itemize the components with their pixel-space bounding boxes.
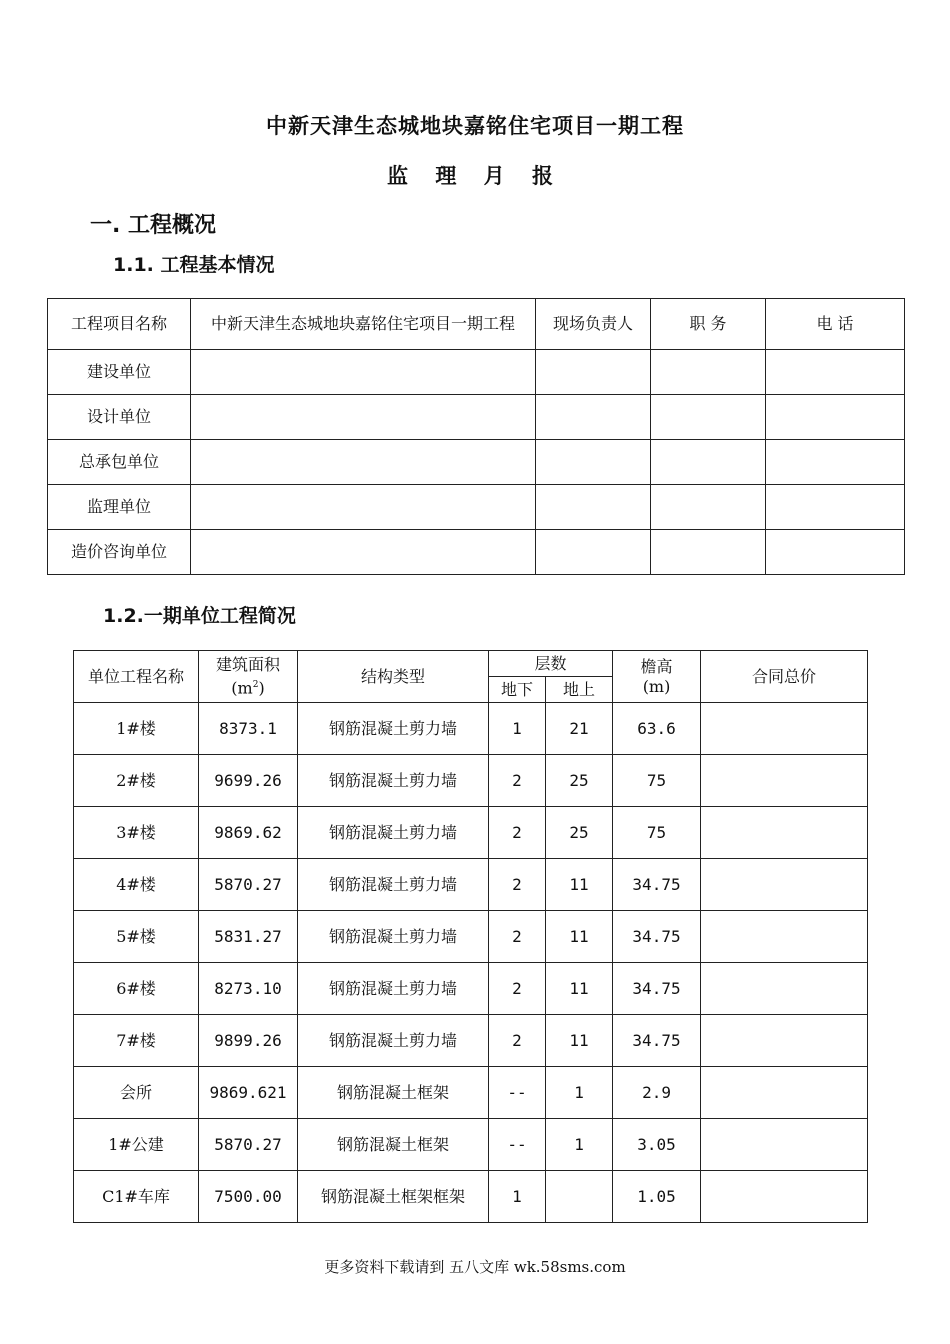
row-label: 设计单位 <box>48 395 191 440</box>
table-row <box>48 395 905 440</box>
cell-below: 2 <box>489 1015 546 1067</box>
cell-area: 5870.27 <box>199 859 298 911</box>
cell-area: 9699.26 <box>199 755 298 807</box>
cell-below: 2 <box>489 807 546 859</box>
cell-height: 2.9 <box>613 1067 701 1119</box>
cell-height: 3.05 <box>613 1119 701 1171</box>
cell-height: 34.75 <box>613 1015 701 1067</box>
table-header-row <box>48 299 905 350</box>
cell-above: 11 <box>546 911 613 963</box>
table-row <box>74 755 868 807</box>
header-unit-name: 单位工程名称 <box>74 651 199 703</box>
cell-area: 5870.27 <box>199 1119 298 1171</box>
cell-above: 1 <box>546 1119 613 1171</box>
cell-area: 9869.621 <box>199 1067 298 1119</box>
header-above-ground: 地上 <box>546 677 613 703</box>
cell-area: 9869.62 <box>199 807 298 859</box>
cell-struct: 钢筋混凝土剪力墙 <box>298 807 489 859</box>
cell-above: 25 <box>546 755 613 807</box>
cell-price <box>701 1015 868 1067</box>
cell-below: 2 <box>489 911 546 963</box>
table-row <box>74 911 868 963</box>
cell-struct: 钢筋混凝土框架 <box>298 1119 489 1171</box>
cell-struct: 钢筋混凝土剪力墙 <box>298 911 489 963</box>
section-heading-1-2: 1.2.一期单位工程简况 <box>103 605 296 627</box>
cell-below: -- <box>489 1119 546 1171</box>
document-title: 中新天津生态城地块嘉铭住宅项目一期工程 <box>266 114 684 138</box>
cell-name: 5#楼 <box>74 911 199 963</box>
header-below-ground: 地下 <box>489 677 546 703</box>
cell-struct: 钢筋混凝土框架框架 <box>298 1171 489 1223</box>
cell-below: -- <box>489 1067 546 1119</box>
table-row <box>74 859 868 911</box>
cell-name: 4#楼 <box>74 859 199 911</box>
table-row <box>74 1015 868 1067</box>
header-cell: 职 务 <box>651 299 766 350</box>
cell-price <box>701 1171 868 1223</box>
cell-area: 8373.1 <box>199 703 298 755</box>
cell-above: 11 <box>546 963 613 1015</box>
header-area: 建筑面积 $(m^2)$ <box>199 651 298 703</box>
cell-struct: 钢筋混凝土剪力墙 <box>298 859 489 911</box>
cell-above: 11 <box>546 859 613 911</box>
cell-above: 21 <box>546 703 613 755</box>
cell-name: 1#公建 <box>74 1119 199 1171</box>
header-cell: 工程项目名称 <box>48 299 191 350</box>
header-structure: 结构类型 <box>298 651 489 703</box>
cell-below: 1 <box>489 1171 546 1223</box>
cell-price <box>701 963 868 1015</box>
table-row <box>74 703 868 755</box>
cell-above <box>546 1171 613 1223</box>
cell-below: 2 <box>489 755 546 807</box>
footer-note: 更多资料下载请到 五八文库 wk.58sms.com <box>324 1258 626 1276</box>
cell-area: 8273.10 <box>199 963 298 1015</box>
cell-price <box>701 1067 868 1119</box>
cell-price <box>701 1119 868 1171</box>
cell-below: 1 <box>489 703 546 755</box>
cell-height: 34.75 <box>613 911 701 963</box>
cell-name: C1#车库 <box>74 1171 199 1223</box>
section-heading-1-1: 1.1. 工程基本情况 <box>113 254 275 276</box>
cell-name: 3#楼 <box>74 807 199 859</box>
table-row <box>74 1119 868 1171</box>
cell-price <box>701 859 868 911</box>
table-row <box>74 963 868 1015</box>
row-label: 造价咨询单位 <box>48 530 191 575</box>
header-floors: 层数 <box>489 651 613 677</box>
table-header-row <box>74 651 868 677</box>
cell-height: 1.05 <box>613 1171 701 1223</box>
cell-height: 63.6 <box>613 703 701 755</box>
cell-area: 5831.27 <box>199 911 298 963</box>
cell-name: 7#楼 <box>74 1015 199 1067</box>
section-heading-1: 一. 工程概况 <box>90 213 217 238</box>
cell-struct: 钢筋混凝土剪力墙 <box>298 703 489 755</box>
cell-above: 1 <box>546 1067 613 1119</box>
table-row <box>74 807 868 859</box>
cell-area: 9899.26 <box>199 1015 298 1067</box>
table-row <box>48 530 905 575</box>
cell-height: 34.75 <box>613 963 701 1015</box>
header-cell: 电 话 <box>766 299 905 350</box>
header-cell: 现场负责人 <box>536 299 651 350</box>
cell-name: 2#楼 <box>74 755 199 807</box>
cell-area: 7500.00 <box>199 1171 298 1223</box>
cell-struct: 钢筋混凝土框架 <box>298 1067 489 1119</box>
basic-info-table <box>47 298 905 575</box>
table-row <box>74 1067 868 1119</box>
cell-below: 2 <box>489 859 546 911</box>
cell-height: 75 <box>613 755 701 807</box>
table-row <box>74 1171 868 1223</box>
cell-height: 34.75 <box>613 859 701 911</box>
table-row <box>48 350 905 395</box>
cell-height: 75 <box>613 807 701 859</box>
cell-name: 1#楼 <box>74 703 199 755</box>
cell-struct: 钢筋混凝土剪力墙 <box>298 963 489 1015</box>
cell-price <box>701 911 868 963</box>
cell-above: 25 <box>546 807 613 859</box>
cell-below: 2 <box>489 963 546 1015</box>
cell-price <box>701 703 868 755</box>
row-label: 监理单位 <box>48 485 191 530</box>
row-label: 建设单位 <box>48 350 191 395</box>
header-cell: 中新天津生态城地块嘉铭住宅项目一期工程 <box>191 299 536 350</box>
table-row <box>48 485 905 530</box>
row-label: 总承包单位 <box>48 440 191 485</box>
cell-struct: 钢筋混凝土剪力墙 <box>298 755 489 807</box>
cell-price <box>701 807 868 859</box>
header-contract-price: 合同总价 <box>701 651 868 703</box>
unit-project-table <box>73 650 868 1223</box>
cell-name: 会所 <box>74 1067 199 1119</box>
cell-price <box>701 755 868 807</box>
header-height: 檐高 (m) <box>613 651 701 703</box>
cell-above: 11 <box>546 1015 613 1067</box>
cell-name: 6#楼 <box>74 963 199 1015</box>
document-subtitle: 监 理 月 报 <box>387 164 563 188</box>
table-row <box>48 440 905 485</box>
cell-struct: 钢筋混凝土剪力墙 <box>298 1015 489 1067</box>
